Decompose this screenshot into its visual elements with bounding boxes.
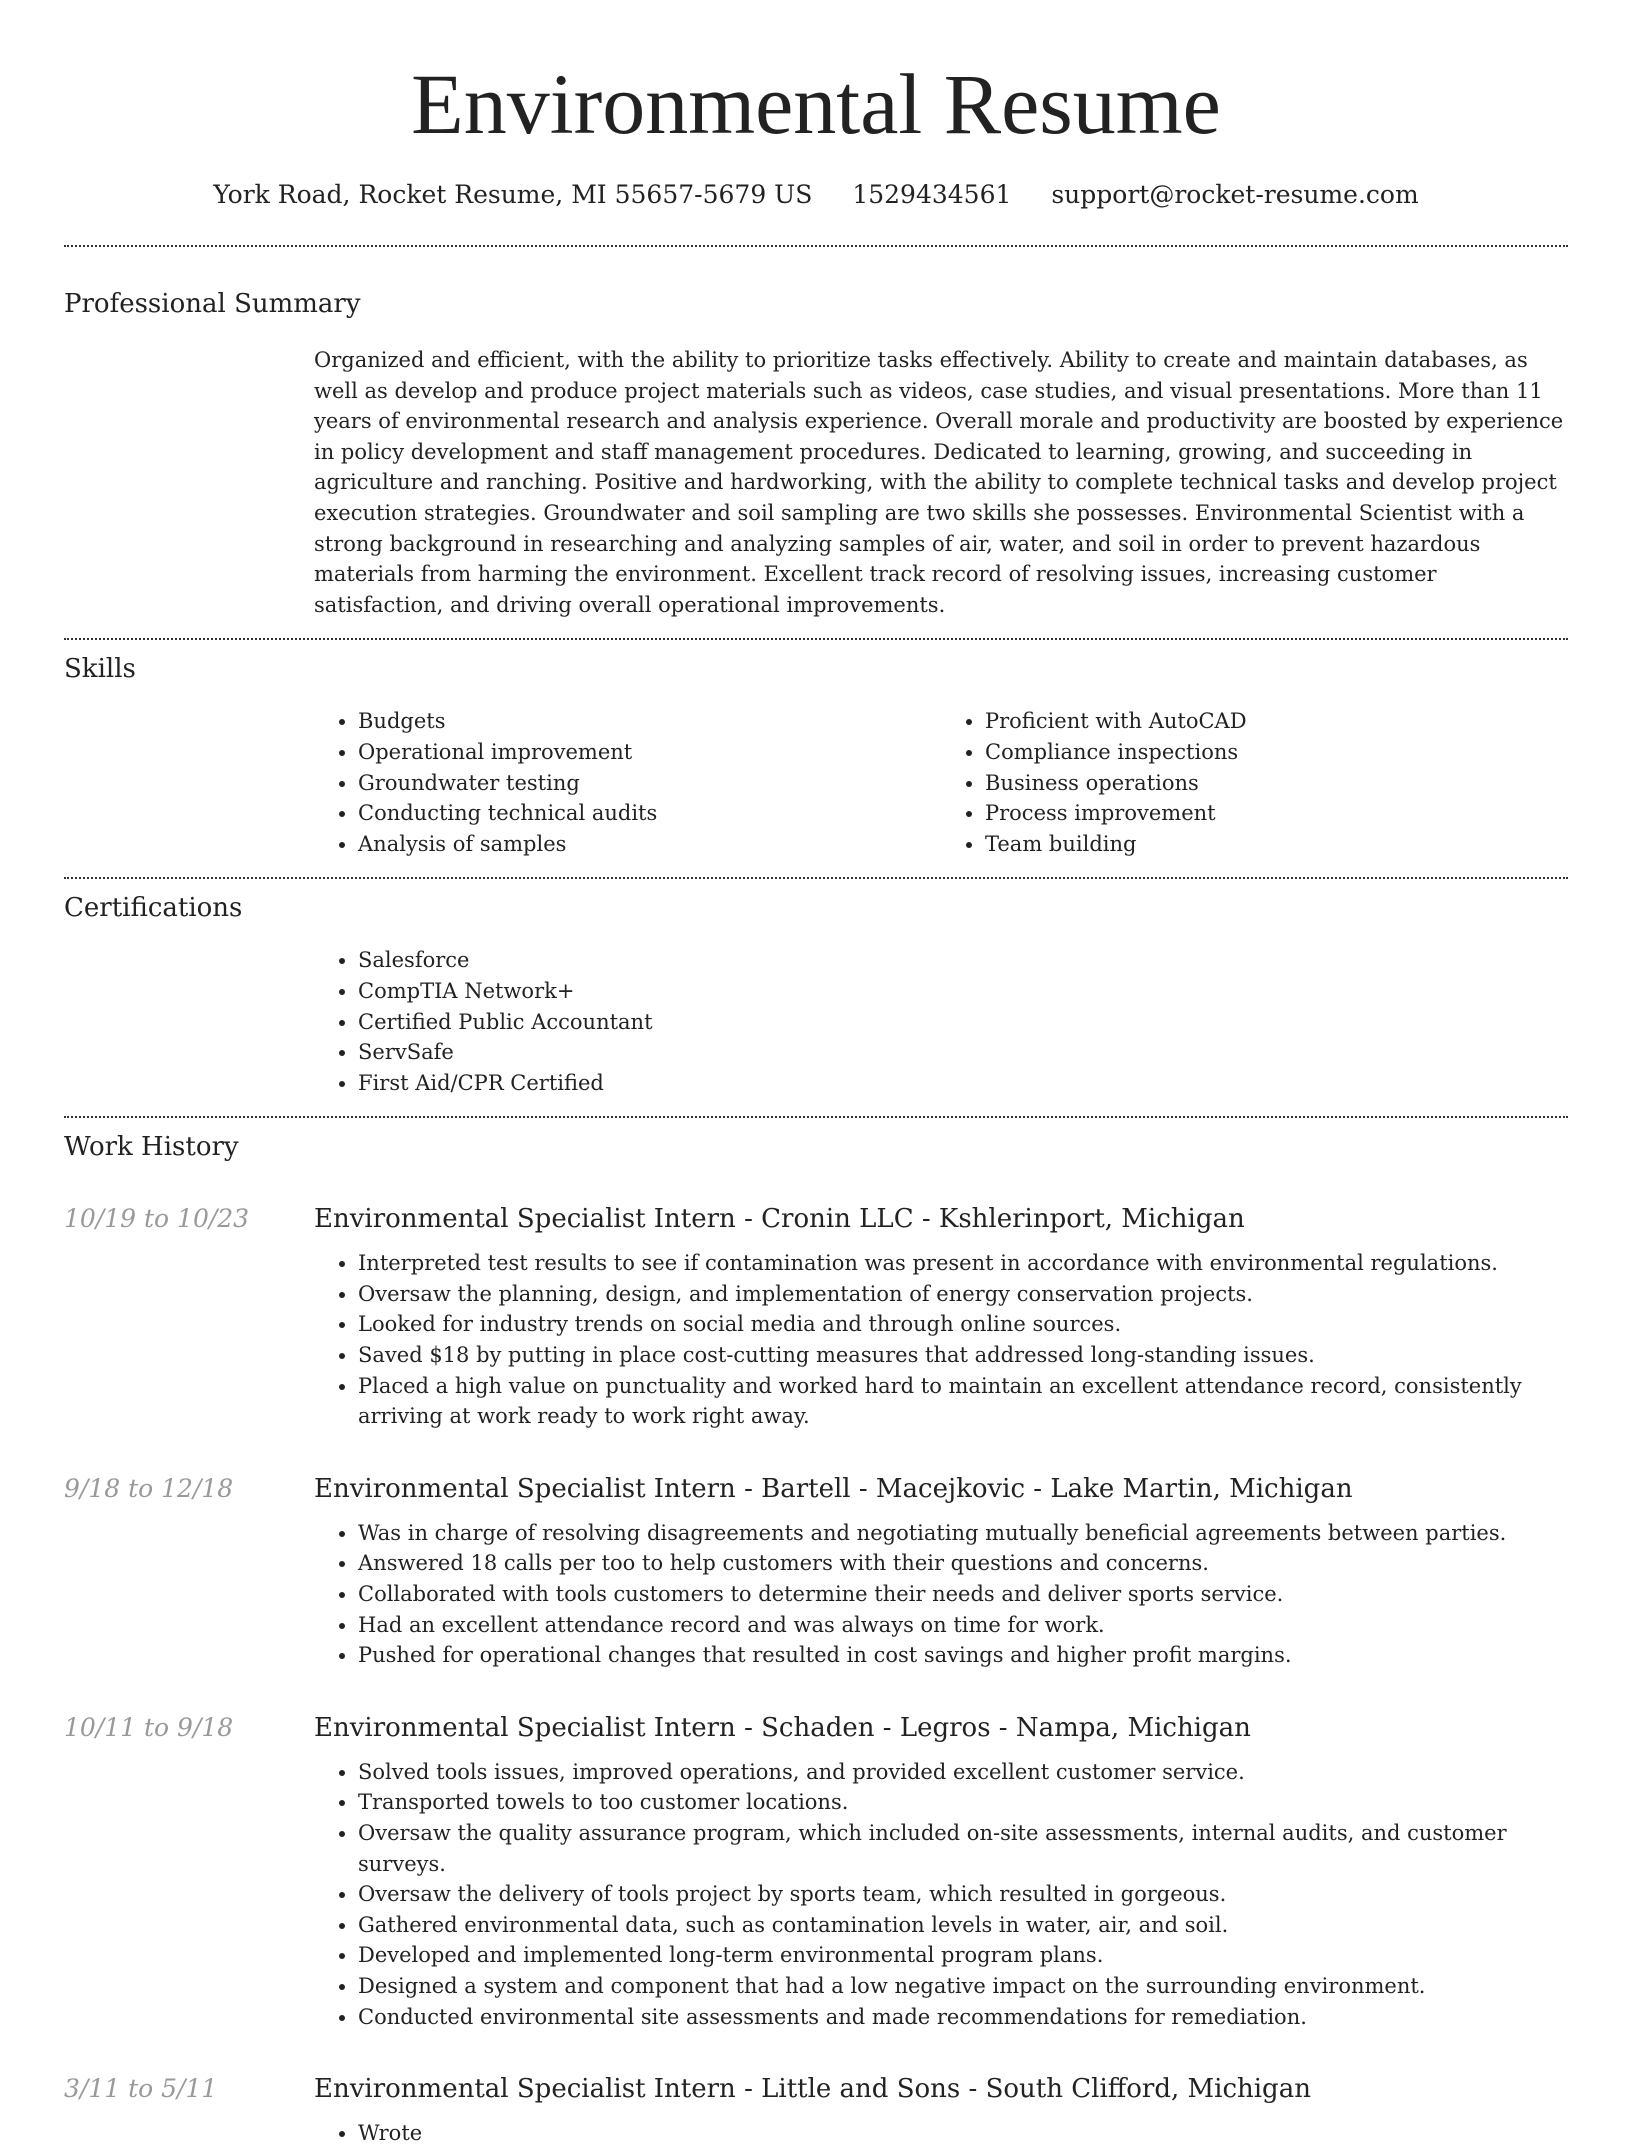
skills-list-left <box>314 706 941 859</box>
skill-item: • Business operations <box>985 768 1568 799</box>
job-bullets <box>314 2118 1568 2149</box>
job-bullet: • Transported towels to too customer locations. <box>358 1787 1568 1818</box>
certifications-list <box>314 925 1568 1116</box>
job-bullet: • Was in charge of resolving disagreements and negotiating mutually beneficial agreements between parties. <box>358 1518 1568 1549</box>
job-bullets <box>314 1757 1568 2032</box>
job-entry <box>64 1202 1568 1432</box>
skill-item: • Team building <box>985 829 1568 860</box>
certification-item: • Certified Public Accountant <box>358 1007 1568 1038</box>
certification-item: • First Aid/CPR Certified <box>358 1068 1568 1099</box>
job-bullet: • Oversaw the delivery of tools project by sports team, which resulted in gorgeous. <box>358 1879 1568 1910</box>
certification-item: • CompTIA Network+ <box>358 976 1568 1007</box>
skill-item: • Compliance inspections <box>985 737 1568 768</box>
skill-item: • Budgets <box>358 706 941 737</box>
job-bullet: • Pushed for operational changes that resulted in cost savings and higher profit margins. <box>358 1640 1568 1671</box>
job-title: Environmental Specialist Intern - Schaden - Legros - Nampa, Michigan <box>314 1712 1251 1743</box>
job-title: Environmental Specialist Intern - Cronin LLC - Kshlerinport, Michigan <box>314 1204 1245 1235</box>
summary-heading: Professional Summary <box>64 289 361 319</box>
skill-item: • Groundwater testing <box>358 768 941 799</box>
contact-email: support@rocket-resume.com <box>1051 180 1419 209</box>
contact-phone: 1529434561 <box>852 180 1012 209</box>
job-bullet: • Solved tools issues, improved operations, and provided excellent customer service. <box>358 1757 1568 1788</box>
certification-item: • Salesforce <box>358 945 1568 976</box>
skills-grid <box>314 686 1568 877</box>
job-bullet: • Had an excellent attendance record and was always on time for work. <box>358 1610 1568 1641</box>
job-entry <box>64 2072 1568 2149</box>
skill-item: • Proficient with AutoCAD <box>985 706 1568 737</box>
certifications-section <box>0 879 1632 1116</box>
skill-item: • Analysis of samples <box>358 829 941 860</box>
job-bullet: • Oversaw the planning, design, and implementation of energy conservation projects. <box>358 1279 1568 1310</box>
skill-item: • Process improvement <box>985 798 1568 829</box>
job-bullet: • Wrote <box>358 2118 1568 2149</box>
summary-section <box>0 247 1632 638</box>
work-section <box>0 1118 1632 2148</box>
job-entry <box>64 1472 1568 1671</box>
job-bullet: • Developed and implemented long-term environmental program plans. <box>358 1940 1568 1971</box>
job-dates: 10/11 to 9/18 <box>64 1712 234 1742</box>
certification-item: • ServSafe <box>358 1037 1568 1068</box>
skill-item: • Conducting technical audits <box>358 798 941 829</box>
job-entry <box>64 1711 1568 2032</box>
job-bullet: • Answered 18 calls per too to help customers with their questions and concerns. <box>358 1548 1568 1579</box>
job-bullet: • Conducted environmental site assessments and made recommendations for remediation. <box>358 2002 1568 2033</box>
job-bullet: • Looked for industry trends on social media and through online sources. <box>358 1309 1568 1340</box>
skill-item: • Operational improvement <box>358 737 941 768</box>
job-dates: 9/18 to 12/18 <box>64 1473 234 1503</box>
job-dates: 3/11 to 5/11 <box>64 2074 218 2104</box>
job-bullet: • Collaborated with tools customers to determine their needs and deliver sports service. <box>358 1579 1568 1610</box>
job-bullet: • Designed a system and component that had a low negative impact on the surrounding environment. <box>358 1971 1568 2002</box>
job-bullet: • Oversaw the quality assurance program, which included on-site assessments, internal audits, and customer surveys. <box>358 1818 1568 1879</box>
job-bullet: • Saved $18 by putting in place cost-cutting measures that addressed long-standing issues. <box>358 1340 1568 1371</box>
work-heading: Work History <box>64 1132 239 1163</box>
skills-list-right <box>941 706 1568 859</box>
skills-heading: Skills <box>64 654 136 685</box>
job-title: Environmental Specialist Intern - Little and Sons - South Clifford, Michigan <box>314 2074 1311 2105</box>
summary-text: Organized and efficient, with the ability to prioritize tasks effectively. Ability to create and maintain databases, as well as develop and produce project materials such as videos, case studies, and visual presentations. More than 11 years of environmental research and analysis experience. Overall morale and productivity are boosted by experience in policy development and staff management procedures. Dedicated to learning, growing, and succeeding in agriculture and ranching. Positive and hardworking, with the ability to complete technical tasks and develop project execution strategies. Groundwater and soil sampling are two skills she possesses. Environmental Scientist with a strong background in researching and analyzing samples of air, water, and soil in order to prevent hazardous materials from harming the environment. Excellent track record of resolving issues, increasing customer satisfaction, and driving overall operational improvements. <box>314 348 1564 617</box>
skills-section <box>0 640 1632 877</box>
job-title: Environmental Specialist Intern - Bartell - Macejkovic - Lake Martin, Michigan <box>314 1473 1353 1504</box>
job-bullet: • Interpreted test results to see if contamination was present in accordance with environmental regulations. <box>358 1248 1568 1279</box>
contact-line <box>0 178 1632 212</box>
job-bullets <box>314 1518 1568 1671</box>
job-bullet: • Placed a high value on punctuality and worked hard to maintain an excellent attendance record, consistently arriving at work ready to work right away. <box>358 1371 1568 1432</box>
contact-address: York Road, Rocket Resume, MI 55657-5679 US <box>213 180 813 209</box>
resume-header <box>0 0 1632 212</box>
resume-title: Environmental Resume <box>411 56 1221 152</box>
job-dates: 10/19 to 10/23 <box>64 1204 250 1234</box>
certifications-heading: Certifications <box>64 893 243 924</box>
job-bullet: • Gathered environmental data, such as contamination levels in water, air, and soil. <box>358 1910 1568 1941</box>
job-bullets <box>314 1248 1568 1432</box>
